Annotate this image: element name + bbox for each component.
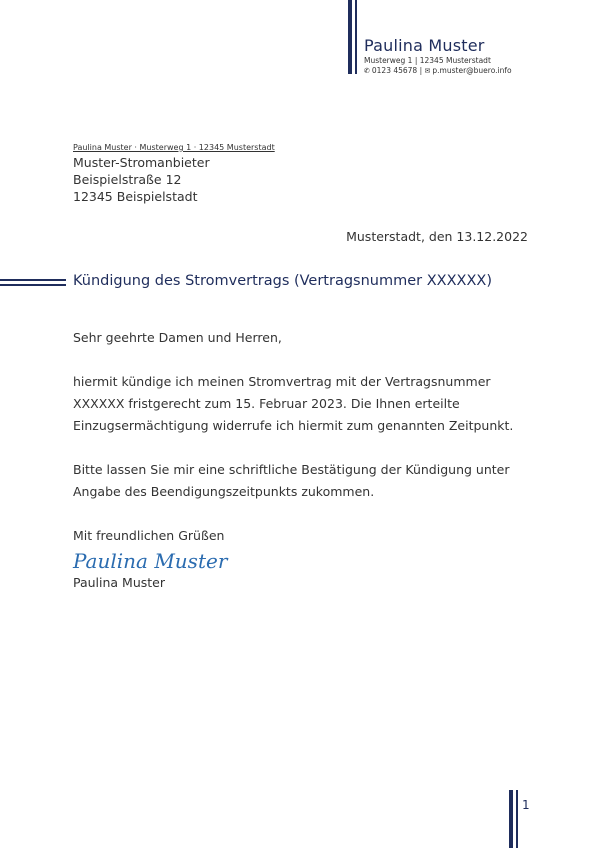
recipient-company: Muster-Stromanbieter xyxy=(73,155,210,170)
letterhead-bar-thin xyxy=(355,0,357,74)
sender-return-line: Paulina Muster · Musterweg 1 · 12345 Musterstadt xyxy=(73,143,275,152)
footer-bar-thick xyxy=(509,790,513,848)
signer-name: Paulina Muster xyxy=(73,575,166,590)
page-number: 1 xyxy=(522,798,530,812)
subject-line: Kündigung des Stromvertrags (Vertragsnummer XXXXXX) xyxy=(73,273,492,289)
letterhead-email: p.muster@buero.info xyxy=(432,66,512,75)
recipient-street: Beispielstraße 12 xyxy=(73,172,182,187)
footer-bar-thin xyxy=(516,790,518,848)
letterhead-phone: 0123 45678 xyxy=(371,66,418,75)
salutation: Sehr geehrte Damen und Herren, xyxy=(73,330,282,345)
subject-line-top xyxy=(0,279,66,281)
closing: Mit freundlichen Grüßen xyxy=(73,528,225,543)
body-paragraph-1: hiermit kündige ich meinen Stromvertrag mit der Vertragsnummer XXXXXX fristgerecht zum 15. Februar 2023. Die Ihnen erteilte Einzugsermächtigung widerrufe ich hiermit zum genannten Zeitpunkt. xyxy=(73,374,514,433)
email-icon: ✉ xyxy=(424,67,431,75)
date-line: Musterstadt, den 13.12.2022 xyxy=(346,229,528,244)
letterhead-contact xyxy=(364,66,512,75)
letterhead-bar-thick xyxy=(348,0,352,74)
handwritten-signature: Paulina Muster xyxy=(73,549,228,573)
phone-icon: ✆ xyxy=(364,67,370,75)
contact-separator: | xyxy=(419,66,425,75)
body-paragraph-2: Bitte lassen Sie mir eine schriftliche Bestätigung der Kündigung unter Angabe des Beendigungszeitpunkts zukommen. xyxy=(73,462,510,499)
subject-line-bottom xyxy=(0,284,66,286)
recipient-city: 12345 Beispielstadt xyxy=(73,189,198,204)
letterhead-name: Paulina Muster xyxy=(364,36,485,55)
letterhead-address: Musterweg 1 | 12345 Musterstadt xyxy=(364,56,491,65)
